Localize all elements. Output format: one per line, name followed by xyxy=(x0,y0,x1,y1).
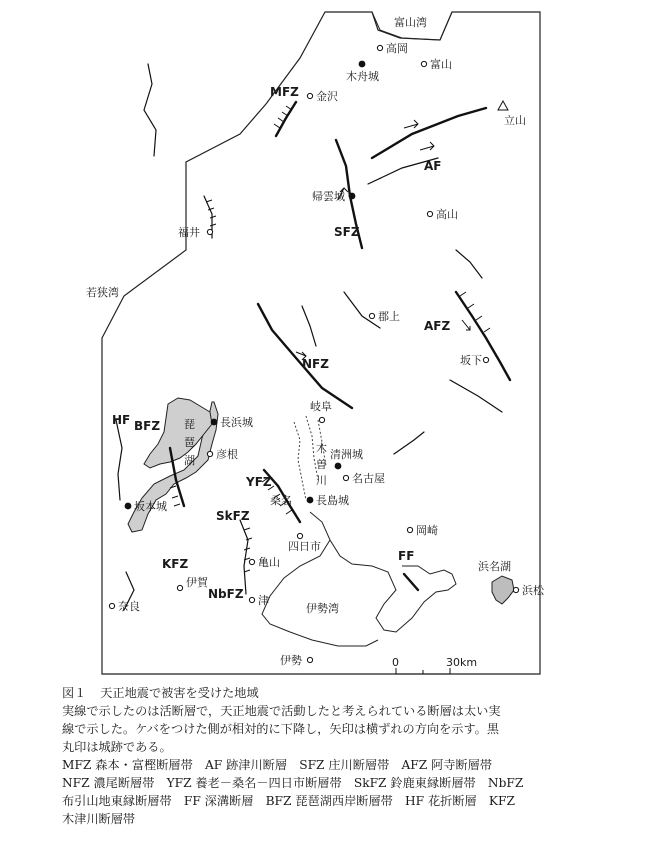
castle-kiyosujo: 清洲城 xyxy=(330,448,363,461)
city-takayama: 高山 xyxy=(436,208,458,221)
city-kanazawa: 金沢 xyxy=(316,90,338,103)
city-fukui: 福井 xyxy=(178,226,200,239)
minor-faults xyxy=(116,64,502,610)
wakasa-bay-label: 若狭湾 xyxy=(86,286,119,299)
city-gifu: 岐阜 xyxy=(310,400,332,413)
caption-legend-line-1: MFZ 森本・富樫断層帯 AF 跡津川断層 SFZ 庄川断層帯 AFZ 阿寺断層帯 xyxy=(62,758,493,772)
castle-nagahamajo: 長浜城 xyxy=(220,416,253,429)
kiso-river-char-3: 川 xyxy=(316,474,327,487)
biwa-lake-char-2: 琶 xyxy=(184,436,195,449)
city-sakashita: 坂下 xyxy=(460,354,482,367)
fault-ff: FF xyxy=(398,549,415,563)
city-tsu: 津 xyxy=(258,594,269,607)
figure-caption xyxy=(62,684,642,828)
caption-legend-line-2: NFZ 濃尾断層帯 YFZ 養老－桑名－四日市断層帯 SkFZ 鈴鹿東縁断層帯 NbFZ xyxy=(62,776,524,790)
city-ise: 伊勢 xyxy=(280,654,302,667)
castle-nagashimajo: 長島城 xyxy=(316,494,349,507)
fault-sfz: SFZ xyxy=(334,225,360,239)
city-kameyama: 亀山 xyxy=(258,556,280,569)
fault-yfz: YFZ xyxy=(246,475,272,489)
city-takaoka: 高岡 xyxy=(386,42,408,55)
fault-afz: AFZ xyxy=(424,319,451,333)
fault-nfz: NFZ xyxy=(302,357,329,371)
caption-body-line-1: 実線で示したのは活断層で，天正地震で活動したと考えられている断層は太い実 xyxy=(62,704,501,718)
city-kuwana: 桑名 xyxy=(270,494,292,507)
city-nara: 奈良 xyxy=(118,600,140,613)
fault-kfz: KFZ xyxy=(162,557,189,571)
toyama-bay-label: 富山湾 xyxy=(394,16,427,29)
lake-hamana xyxy=(492,576,514,604)
scale-zero: 0 xyxy=(392,656,399,669)
caption-legend-line-3: 布引山地東縁断層帯 FF 深溝断層 BFZ 琵琶湖西岸断層帯 HF 花折断層 KFZ xyxy=(62,794,515,808)
castle-kaerikumojo: 帰雲城 xyxy=(312,190,345,203)
hamana-lake-label: 浜名湖 xyxy=(478,560,511,573)
caption-title-line xyxy=(62,684,642,702)
caption-body-line-3: 丸印は城跡である。 xyxy=(62,740,172,754)
fault-hf: HF xyxy=(112,413,131,427)
figure-title: 天正地震で被害を受けた地域 xyxy=(100,686,259,700)
scale-bar xyxy=(396,668,450,674)
city-tateyama: 立山 xyxy=(504,114,526,127)
fault-nbfz: NbFZ xyxy=(208,587,244,601)
city-hamamatsu: 浜松 xyxy=(522,584,544,597)
castle-kizunejo: 木舟城 xyxy=(346,70,379,83)
ise-bay-label: 伊勢湾 xyxy=(306,602,339,615)
city-yokkaichi: 四日市 xyxy=(288,540,321,553)
kiso-river-char-1: 木 xyxy=(316,442,327,455)
city-toyama: 富山 xyxy=(430,58,452,71)
fault-skfz: SkFZ xyxy=(216,509,250,523)
scale-distance: 30km xyxy=(446,656,478,669)
fault-mfz: MFZ xyxy=(270,85,299,99)
city-gujo: 郡上 xyxy=(378,310,400,323)
figure-number: 図１ xyxy=(62,686,87,700)
castle-sakamotojo: 坂本城 xyxy=(134,500,167,513)
biwa-lake-char-3: 湖 xyxy=(184,454,195,467)
caption-body-line-2: 線で示した。ケバをつけた側が相対的に下降し，矢印は横ずれの方向を示す。黒 xyxy=(62,722,500,736)
fault-af: AF xyxy=(424,159,442,173)
city-hikone: 彦根 xyxy=(216,448,238,461)
mountain-icon xyxy=(498,101,508,110)
city-nagoya: 名古屋 xyxy=(352,472,385,485)
city-okazaki: 岡崎 xyxy=(416,524,438,537)
biwa-lake-char-1: 琵 xyxy=(184,418,195,431)
kiso-river-char-2: 曽 xyxy=(316,458,327,471)
city-iga: 伊賀 xyxy=(186,576,208,589)
fault-bfz: BFZ xyxy=(134,419,161,433)
caption-legend-line-4: 木津川断層帯 xyxy=(62,812,136,826)
